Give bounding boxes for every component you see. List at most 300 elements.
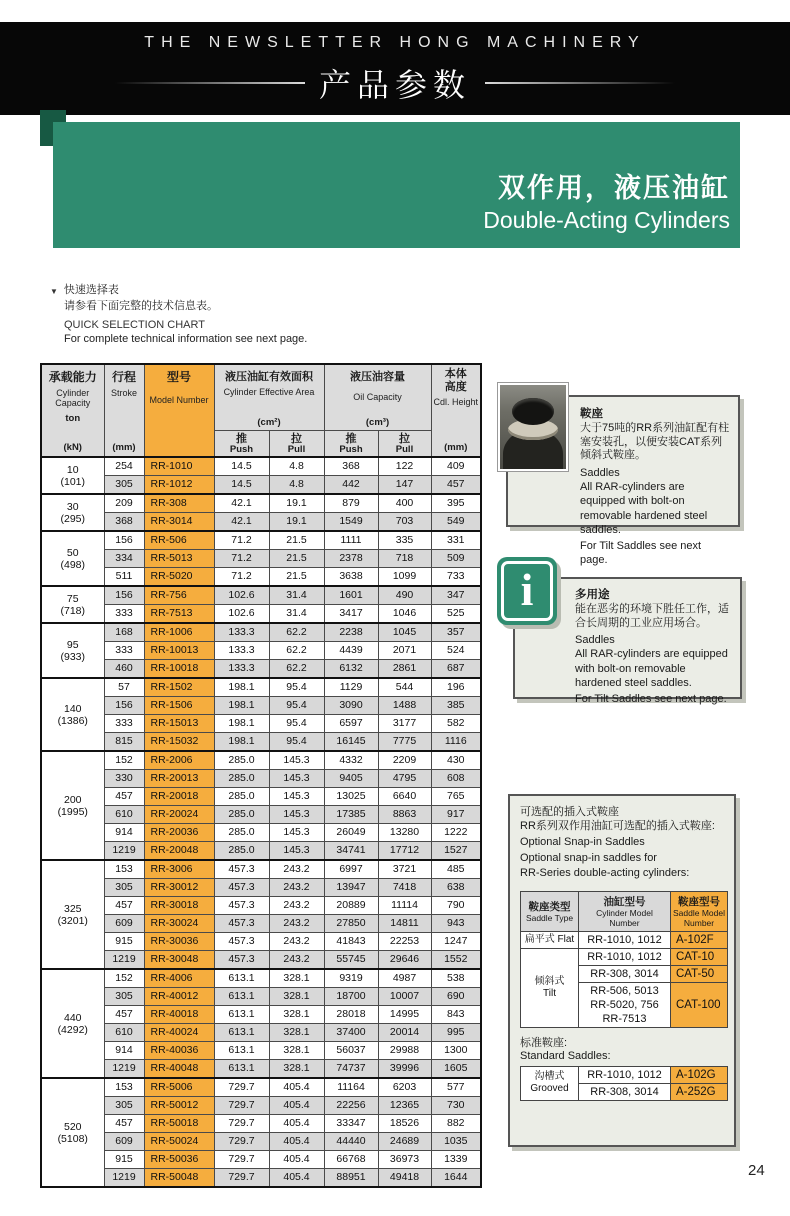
model-cell: RR-40012 xyxy=(144,988,214,1006)
push-area-cell: 729.7 xyxy=(214,1151,269,1169)
masthead-title-row xyxy=(115,60,675,106)
height-cell: 730 xyxy=(431,1097,481,1115)
stroke-cell: 610 xyxy=(104,806,144,824)
push-oil-cell: 6597 xyxy=(324,715,378,733)
table-row xyxy=(41,660,481,679)
push-oil-cell: 37400 xyxy=(324,1024,378,1042)
pull-oil-cell: 4987 xyxy=(378,969,431,988)
height-cell: 549 xyxy=(431,513,481,532)
push-oil-cell: 28018 xyxy=(324,1006,378,1024)
optional-title-en: Optional Snap-in Saddles xyxy=(520,836,645,848)
stroke-cell: 333 xyxy=(104,715,144,733)
capacity-cell: 200 (1995) xyxy=(41,751,104,860)
stroke-cell: 511 xyxy=(104,568,144,587)
capacity-cell: 30 (295) xyxy=(41,494,104,531)
height-cell: 765 xyxy=(431,788,481,806)
stroke-cell: 368 xyxy=(104,513,144,532)
table-row xyxy=(41,568,481,587)
table-row xyxy=(41,824,481,842)
pull-area-cell: 62.2 xyxy=(269,642,324,660)
standard-saddle-table xyxy=(520,1066,728,1101)
col-header-height: 本体 高度 Cdl. Height (mm) xyxy=(431,364,481,457)
page-number: 24 xyxy=(748,1162,765,1179)
stroke-cell: 915 xyxy=(104,1151,144,1169)
saddles-title-zh: 鞍座 xyxy=(580,408,603,420)
pull-area-cell: 243.2 xyxy=(269,933,324,951)
standard-saddle-tbody xyxy=(521,1066,728,1100)
optional-subtitle-en2: RR-Series double-acting cylinders: xyxy=(520,867,690,879)
saddles-body-en1: All RAR-cylinders are equipped with bolt-on removable hardened steel saddles. xyxy=(580,480,708,536)
height-cell: 943 xyxy=(431,915,481,933)
pull-area-cell: 19.1 xyxy=(269,513,324,532)
optional-title-zh: 可选配的插入式鞍座 xyxy=(520,806,619,818)
push-area-cell: 102.6 xyxy=(214,605,269,624)
model-cell: RR-7513 xyxy=(144,605,214,624)
model-cell: RR-20048 xyxy=(144,842,214,861)
height-cell: 524 xyxy=(431,642,481,660)
capacity-cell: 520 (5108) xyxy=(41,1078,104,1187)
pull-oil-cell: 12365 xyxy=(378,1097,431,1115)
model-cell: RR-1010 xyxy=(144,457,214,476)
table-row xyxy=(41,770,481,788)
pull-oil-cell: 13280 xyxy=(378,824,431,842)
pull-area-cell: 145.3 xyxy=(269,806,324,824)
height-cell: 395 xyxy=(431,494,481,513)
pull-area-cell: 243.2 xyxy=(269,951,324,970)
push-oil-cell: 22256 xyxy=(324,1097,378,1115)
height-cell: 357 xyxy=(431,623,481,642)
height-cell: 409 xyxy=(431,457,481,476)
pull-area-cell: 4.8 xyxy=(269,476,324,495)
push-area-cell: 42.1 xyxy=(214,494,269,513)
optional-saddles-box xyxy=(508,794,736,1147)
height-cell: 525 xyxy=(431,605,481,624)
push-area-cell: 14.5 xyxy=(214,457,269,476)
sub-header-oil-push: 推 Push xyxy=(324,430,378,457)
pull-area-cell: 405.4 xyxy=(269,1169,324,1188)
quick-selection-table xyxy=(40,363,482,1188)
table-row xyxy=(41,678,481,697)
table-row xyxy=(41,969,481,988)
table-row xyxy=(41,494,481,513)
push-oil-cell: 6997 xyxy=(324,860,378,879)
pull-area-cell: 243.2 xyxy=(269,915,324,933)
table-row xyxy=(41,1024,481,1042)
table-row xyxy=(41,933,481,951)
pull-area-cell: 21.5 xyxy=(269,531,324,550)
pull-oil-cell: 8863 xyxy=(378,806,431,824)
pull-area-cell: 328.1 xyxy=(269,1042,324,1060)
pull-oil-cell: 6203 xyxy=(378,1078,431,1097)
push-oil-cell: 1549 xyxy=(324,513,378,532)
title-decor-line-right xyxy=(485,82,675,84)
push-oil-cell: 16145 xyxy=(324,733,378,752)
pull-area-cell: 405.4 xyxy=(269,1151,324,1169)
table-row xyxy=(41,623,481,642)
pull-area-cell: 145.3 xyxy=(269,770,324,788)
model-cell: RR-15013 xyxy=(144,715,214,733)
pull-oil-cell: 703 xyxy=(378,513,431,532)
cylinder-models-cell: RR-1010, 1012 xyxy=(579,948,671,965)
sub-header-area-push: 推 Push xyxy=(214,430,269,457)
stroke-cell: 333 xyxy=(104,605,144,624)
model-cell: RR-20013 xyxy=(144,770,214,788)
model-cell: RR-50048 xyxy=(144,1169,214,1188)
pull-oil-cell: 2071 xyxy=(378,642,431,660)
pull-oil-cell: 1046 xyxy=(378,605,431,624)
stroke-cell: 156 xyxy=(104,697,144,715)
capacity-cell: 50 (498) xyxy=(41,531,104,586)
push-oil-cell: 26049 xyxy=(324,824,378,842)
table-row xyxy=(41,733,481,752)
push-area-cell: 457.3 xyxy=(214,915,269,933)
push-area-cell: 198.1 xyxy=(214,697,269,715)
pull-oil-cell: 17712 xyxy=(378,842,431,861)
push-area-cell: 71.2 xyxy=(214,568,269,587)
pull-area-cell: 31.4 xyxy=(269,586,324,605)
model-cell: RR-3014 xyxy=(144,513,214,532)
push-area-cell: 133.3 xyxy=(214,623,269,642)
page-title: 产品参数 xyxy=(318,66,471,103)
model-cell: RR-756 xyxy=(144,586,214,605)
info-title-zh: 多用途 xyxy=(575,589,610,601)
model-cell: RR-10013 xyxy=(144,642,214,660)
table-row xyxy=(41,915,481,933)
table-row xyxy=(41,1042,481,1060)
table-row xyxy=(41,605,481,624)
push-oil-cell: 9319 xyxy=(324,969,378,988)
push-oil-cell: 41843 xyxy=(324,933,378,951)
info-body-en1: All RAR-cylinders are equipped with bolt-on removable hardened steel saddles. xyxy=(575,648,728,689)
table-row xyxy=(41,1060,481,1079)
model-cell: RR-50036 xyxy=(144,1151,214,1169)
push-oil-cell: 4439 xyxy=(324,642,378,660)
saddle-table-row xyxy=(521,948,728,965)
push-oil-cell: 1601 xyxy=(324,586,378,605)
model-cell: RR-20036 xyxy=(144,824,214,842)
height-cell: 1552 xyxy=(431,951,481,970)
model-cell: RR-50024 xyxy=(144,1133,214,1151)
push-area-cell: 71.2 xyxy=(214,550,269,568)
push-area-cell: 133.3 xyxy=(214,642,269,660)
pull-oil-cell: 11114 xyxy=(378,897,431,915)
height-cell: 1247 xyxy=(431,933,481,951)
height-cell: 331 xyxy=(431,531,481,550)
push-area-cell: 457.3 xyxy=(214,879,269,897)
stroke-cell: 1219 xyxy=(104,842,144,861)
snap-in-saddle-table xyxy=(520,891,728,1028)
height-cell: 577 xyxy=(431,1078,481,1097)
model-cell: RR-40036 xyxy=(144,1042,214,1060)
table-row xyxy=(41,879,481,897)
pull-area-cell: 21.5 xyxy=(269,568,324,587)
pull-oil-cell: 718 xyxy=(378,550,431,568)
capacity-cell: 325 (3201) xyxy=(41,860,104,969)
model-cell: RR-15032 xyxy=(144,733,214,752)
stroke-cell: 254 xyxy=(104,457,144,476)
capacity-cell: 95 (933) xyxy=(41,623,104,678)
height-cell: 485 xyxy=(431,860,481,879)
height-cell: 733 xyxy=(431,568,481,587)
pull-oil-cell: 2861 xyxy=(378,660,431,679)
cylinder-models-cell: RR-308, 3014 xyxy=(579,1083,671,1100)
pull-area-cell: 405.4 xyxy=(269,1115,324,1133)
stroke-cell: 610 xyxy=(104,1024,144,1042)
model-cell: RR-40018 xyxy=(144,1006,214,1024)
push-oil-cell: 18700 xyxy=(324,988,378,1006)
banner-title-zh: 双作用，液压油缸 xyxy=(498,173,730,203)
height-cell: 687 xyxy=(431,660,481,679)
push-oil-cell: 4332 xyxy=(324,751,378,770)
stroke-cell: 305 xyxy=(104,1097,144,1115)
push-oil-cell: 20889 xyxy=(324,897,378,915)
model-cell: RR-50012 xyxy=(144,1097,214,1115)
masthead xyxy=(0,22,790,115)
info-icon: i xyxy=(497,557,557,625)
model-cell: RR-5006 xyxy=(144,1078,214,1097)
push-oil-cell: 879 xyxy=(324,494,378,513)
saddle-model-cell: A-102G xyxy=(671,1066,728,1083)
pull-oil-cell: 7418 xyxy=(378,879,431,897)
push-oil-cell: 34741 xyxy=(324,842,378,861)
stroke-cell: 457 xyxy=(104,788,144,806)
stroke-cell: 152 xyxy=(104,751,144,770)
table-row xyxy=(41,751,481,770)
table-row xyxy=(41,1006,481,1024)
table-row xyxy=(41,457,481,476)
snap-in-saddle-tbody xyxy=(521,931,728,1027)
push-oil-cell: 3090 xyxy=(324,697,378,715)
stroke-cell: 156 xyxy=(104,586,144,605)
push-area-cell: 285.0 xyxy=(214,770,269,788)
stroke-cell: 334 xyxy=(104,550,144,568)
push-area-cell: 729.7 xyxy=(214,1115,269,1133)
banner-title-en: Double-Acting Cylinders xyxy=(483,207,730,233)
standard-saddles-title-en: Standard Saddles: xyxy=(520,1050,611,1062)
model-cell: RR-20018 xyxy=(144,788,214,806)
height-cell: 995 xyxy=(431,1024,481,1042)
saddle-type-cell: 倾斜式 Tilt xyxy=(521,948,579,1027)
push-area-cell: 133.3 xyxy=(214,660,269,679)
saddle-type-cell: 扁平式 Flat xyxy=(521,931,579,948)
pull-oil-cell: 335 xyxy=(378,531,431,550)
push-area-cell: 285.0 xyxy=(214,824,269,842)
model-cell: RR-1506 xyxy=(144,697,214,715)
stroke-cell: 57 xyxy=(104,678,144,697)
stroke-cell: 815 xyxy=(104,733,144,752)
stroke-cell: 915 xyxy=(104,933,144,951)
height-cell: 1300 xyxy=(431,1042,481,1060)
model-cell: RR-1012 xyxy=(144,476,214,495)
cylinder-models-cell: RR-308, 3014 xyxy=(579,965,671,982)
table-row xyxy=(41,1097,481,1115)
push-oil-cell: 13025 xyxy=(324,788,378,806)
standard-saddles-title-zh: 标准鞍座: xyxy=(520,1036,568,1049)
height-cell: 385 xyxy=(431,697,481,715)
push-oil-cell: 2238 xyxy=(324,623,378,642)
saddle-model-cell: CAT-100 xyxy=(671,982,728,1027)
model-cell: RR-30048 xyxy=(144,951,214,970)
table-row xyxy=(41,531,481,550)
col-header-stroke: 行程 Stroke (mm) xyxy=(104,364,144,457)
height-cell: 882 xyxy=(431,1115,481,1133)
model-cell: RR-308 xyxy=(144,494,214,513)
push-area-cell: 613.1 xyxy=(214,1042,269,1060)
pull-oil-cell: 7775 xyxy=(378,733,431,752)
cylinder-models-cell: RR-1010, 1012 xyxy=(579,1066,671,1083)
saddle-model-cell: CAT-10 xyxy=(671,948,728,965)
push-area-cell: 613.1 xyxy=(214,969,269,988)
height-cell: 917 xyxy=(431,806,481,824)
quick-selection-tbody xyxy=(41,457,481,1187)
model-cell: RR-506 xyxy=(144,531,214,550)
capacity-cell: 75 (718) xyxy=(41,586,104,623)
pull-area-cell: 31.4 xyxy=(269,605,324,624)
pull-area-cell: 405.4 xyxy=(269,1078,324,1097)
pull-area-cell: 328.1 xyxy=(269,1060,324,1079)
model-cell: RR-3006 xyxy=(144,860,214,879)
pull-area-cell: 95.4 xyxy=(269,715,324,733)
push-area-cell: 71.2 xyxy=(214,531,269,550)
saddles-body-zh: 大于75吨的RR系列油缸配有柱塞安装孔，以便安装CAT系列倾斜式鞍座。 xyxy=(580,422,730,461)
saddle-photo xyxy=(497,382,569,472)
pull-area-cell: 243.2 xyxy=(269,860,324,879)
pull-area-cell: 328.1 xyxy=(269,988,324,1006)
push-oil-cell: 13947 xyxy=(324,879,378,897)
push-oil-cell: 17385 xyxy=(324,806,378,824)
table-row xyxy=(41,1115,481,1133)
pull-oil-cell: 18526 xyxy=(378,1115,431,1133)
capacity-cell: 140 (1386) xyxy=(41,678,104,751)
pull-area-cell: 243.2 xyxy=(269,897,324,915)
height-cell: 1222 xyxy=(431,824,481,842)
push-area-cell: 457.3 xyxy=(214,897,269,915)
height-cell: 608 xyxy=(431,770,481,788)
push-oil-cell: 3638 xyxy=(324,568,378,587)
model-cell: RR-4006 xyxy=(144,969,214,988)
cylinder-models-cell: RR-1010, 1012 xyxy=(579,931,671,948)
model-cell: RR-30036 xyxy=(144,933,214,951)
stroke-cell: 1219 xyxy=(104,951,144,970)
model-cell: RR-1006 xyxy=(144,623,214,642)
saddles-title-en: Saddles xyxy=(580,466,620,479)
push-oil-cell: 33347 xyxy=(324,1115,378,1133)
push-oil-cell: 55745 xyxy=(324,951,378,970)
pull-oil-cell: 29646 xyxy=(378,951,431,970)
capacity-cell: 10 (101) xyxy=(41,457,104,494)
saddles-body-en2: For Tilt Saddles see next page. xyxy=(580,539,702,566)
info-body-en2: For Tilt Saddles see next page. xyxy=(575,692,727,705)
optional-subtitle-zh: RR系列双作用油缸可选配的插入式鞍座: xyxy=(520,819,715,832)
pull-area-cell: 95.4 xyxy=(269,678,324,697)
table-row xyxy=(41,842,481,861)
model-cell: RR-30024 xyxy=(144,915,214,933)
push-area-cell: 198.1 xyxy=(214,733,269,752)
stroke-cell: 156 xyxy=(104,531,144,550)
pull-oil-cell: 147 xyxy=(378,476,431,495)
table-row xyxy=(41,897,481,915)
table-row xyxy=(41,1151,481,1169)
capacity-cell: 440 (4292) xyxy=(41,969,104,1078)
model-cell: RR-40024 xyxy=(144,1024,214,1042)
push-area-cell: 285.0 xyxy=(214,806,269,824)
height-cell: 638 xyxy=(431,879,481,897)
pull-area-cell: 145.3 xyxy=(269,751,324,770)
stroke-cell: 1219 xyxy=(104,1169,144,1188)
pull-oil-cell: 544 xyxy=(378,678,431,697)
pull-area-cell: 62.2 xyxy=(269,623,324,642)
optional-subtitle-en1: Optional snap-in saddles for xyxy=(520,851,657,864)
saddle-col-header-cyl-model: 油缸型号 Cylinder Model Number xyxy=(579,891,671,931)
title-decor-line-left xyxy=(115,82,305,84)
model-cell: RR-2006 xyxy=(144,751,214,770)
saddle-model-cell: A-102F xyxy=(671,931,728,948)
pull-oil-cell: 3177 xyxy=(378,715,431,733)
push-area-cell: 198.1 xyxy=(214,715,269,733)
model-cell: RR-20024 xyxy=(144,806,214,824)
pull-oil-cell: 490 xyxy=(378,586,431,605)
push-oil-cell: 3417 xyxy=(324,605,378,624)
stroke-cell: 914 xyxy=(104,824,144,842)
table-row xyxy=(41,860,481,879)
stroke-cell: 457 xyxy=(104,1006,144,1024)
stroke-cell: 609 xyxy=(104,1133,144,1151)
model-cell: RR-30018 xyxy=(144,897,214,915)
stroke-cell: 153 xyxy=(104,860,144,879)
stroke-cell: 305 xyxy=(104,879,144,897)
height-cell: 1339 xyxy=(431,1151,481,1169)
pull-oil-cell: 29988 xyxy=(378,1042,431,1060)
table-row xyxy=(41,988,481,1006)
table-row xyxy=(41,788,481,806)
height-cell: 1527 xyxy=(431,842,481,861)
push-oil-cell: 1111 xyxy=(324,531,378,550)
push-oil-cell: 368 xyxy=(324,457,378,476)
info-body-zh: 能在恶劣的环境下胜任工作，适合长周期的工业应用场合。 xyxy=(575,603,729,629)
push-oil-cell: 1129 xyxy=(324,678,378,697)
sub-header-oil-pull: 拉 Pull xyxy=(378,430,431,457)
masthead-tagline: THE NEWSLETTER HONG MACHINERY xyxy=(144,33,646,51)
table-row xyxy=(41,586,481,605)
table-row xyxy=(41,550,481,568)
saddle-table-row xyxy=(521,931,728,948)
stroke-cell: 152 xyxy=(104,969,144,988)
saddle-model-cell: CAT-50 xyxy=(671,965,728,982)
stroke-cell: 305 xyxy=(104,476,144,495)
pull-oil-cell: 4795 xyxy=(378,770,431,788)
pull-oil-cell: 1488 xyxy=(378,697,431,715)
model-cell: RR-5020 xyxy=(144,568,214,587)
pull-area-cell: 4.8 xyxy=(269,457,324,476)
stroke-cell: 330 xyxy=(104,770,144,788)
height-cell: 457 xyxy=(431,476,481,495)
push-oil-cell: 88951 xyxy=(324,1169,378,1188)
pull-oil-cell: 10007 xyxy=(378,988,431,1006)
pull-oil-cell: 49418 xyxy=(378,1169,431,1188)
height-cell: 843 xyxy=(431,1006,481,1024)
height-cell: 690 xyxy=(431,988,481,1006)
push-area-cell: 457.3 xyxy=(214,951,269,970)
push-area-cell: 729.7 xyxy=(214,1078,269,1097)
push-area-cell: 613.1 xyxy=(214,988,269,1006)
intro-block xyxy=(50,283,307,346)
pull-oil-cell: 1045 xyxy=(378,623,431,642)
pull-oil-cell: 22253 xyxy=(378,933,431,951)
push-area-cell: 457.3 xyxy=(214,933,269,951)
intro-line2-zh: 请参看下面完整的技术信息表。 xyxy=(64,300,218,312)
pull-area-cell: 328.1 xyxy=(269,1006,324,1024)
height-cell: 1035 xyxy=(431,1133,481,1151)
